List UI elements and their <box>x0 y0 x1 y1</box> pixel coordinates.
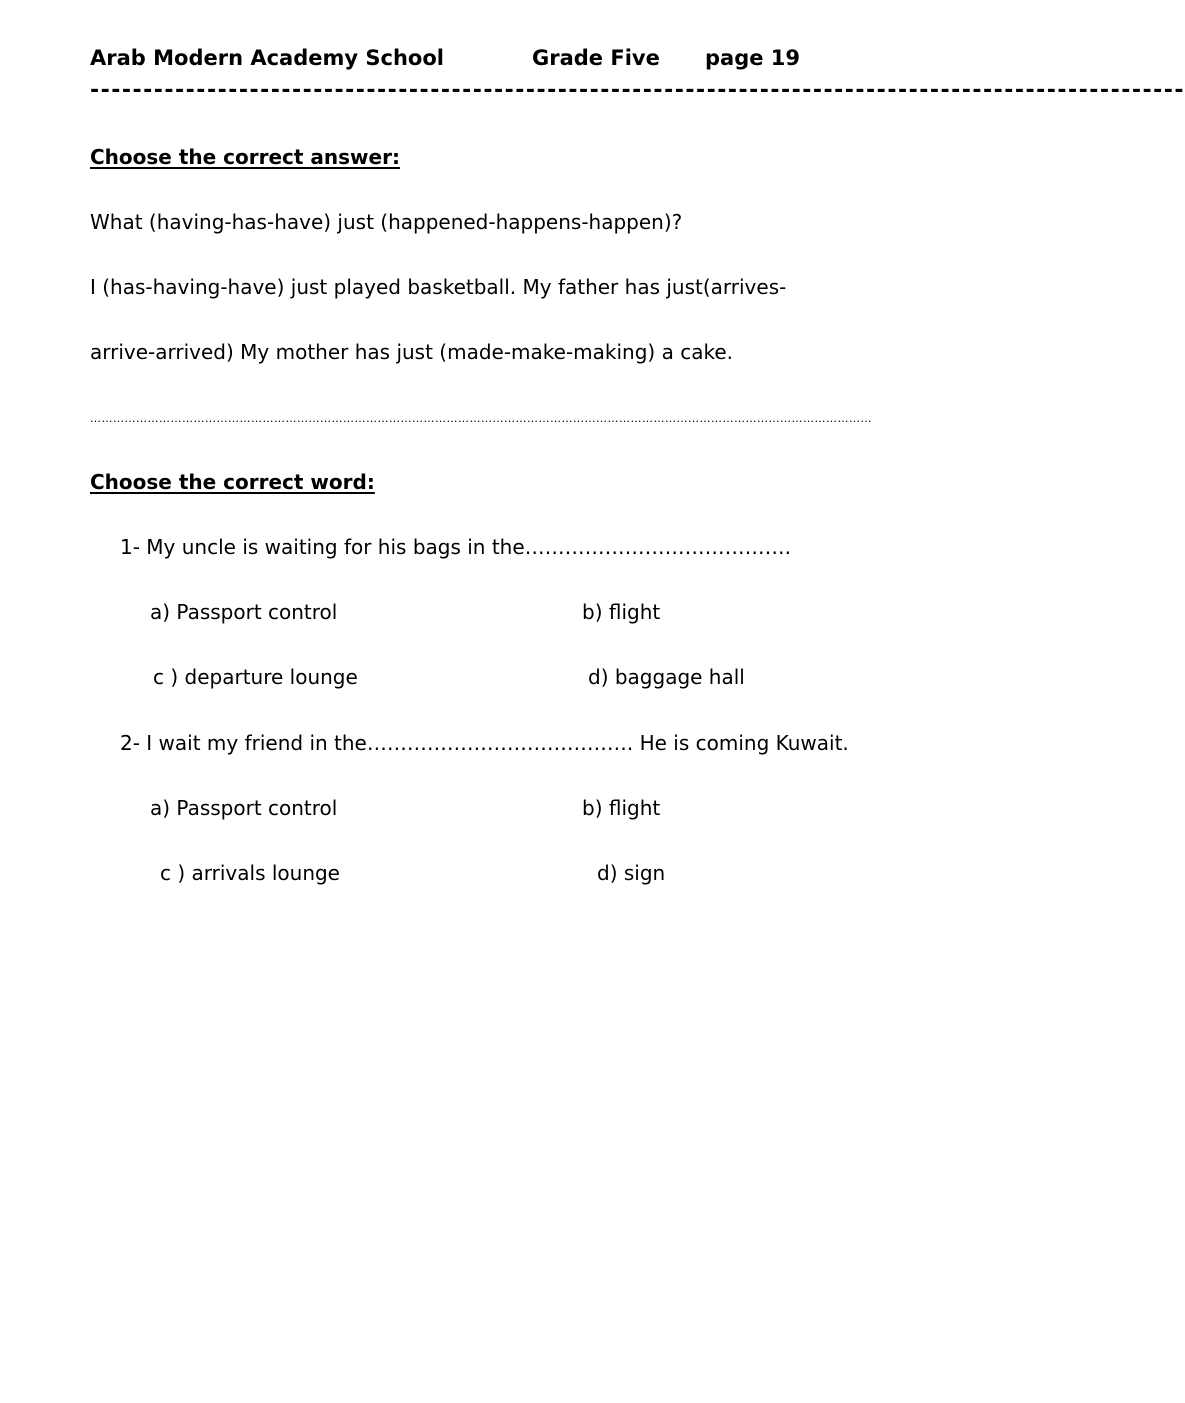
question-1-option-c: c ) departure lounge <box>153 665 358 689</box>
school-name: Arab Modern Academy School <box>90 46 444 70</box>
question-2-option-c: c ) arrivals lounge <box>160 861 340 885</box>
grade-label: Grade Five <box>532 46 660 70</box>
question-2-option-b: b) flight <box>582 796 661 820</box>
question-1-option-b: b) flight <box>582 600 661 624</box>
question-2-option-d: d) sign <box>597 861 666 885</box>
question-1-option-d: d) baggage hall <box>588 665 745 689</box>
question-2: 2- I wait my friend in the…………………………………. He is coming Kuwait. <box>120 731 849 755</box>
section-heading-answer: Choose the correct answer: <box>90 145 400 169</box>
sentence-line-3: arrive-arrived) My mother has just (made-make-making) a cake. <box>90 340 733 364</box>
header-separator: ------------------------------------------------------------------------------------------------------- <box>90 78 1185 103</box>
sentence-line-2: I (has-having-have) just played basketball. My father has just(arrives- <box>90 275 787 299</box>
page-number: page 19 <box>705 46 801 70</box>
question-2-option-a: a) Passport control <box>150 796 338 820</box>
dotted-divider: …………………………………………………………………………………………………………………………………………………………………………………… <box>90 412 872 425</box>
question-1: 1- My uncle is waiting for his bags in the…………………………………. <box>120 535 792 559</box>
question-1-option-a: a) Passport control <box>150 600 338 624</box>
sentence-line-1: What (having-has-have) just (happened-happens-happen)? <box>90 210 683 234</box>
section-heading-word: Choose the correct word: <box>90 470 375 494</box>
